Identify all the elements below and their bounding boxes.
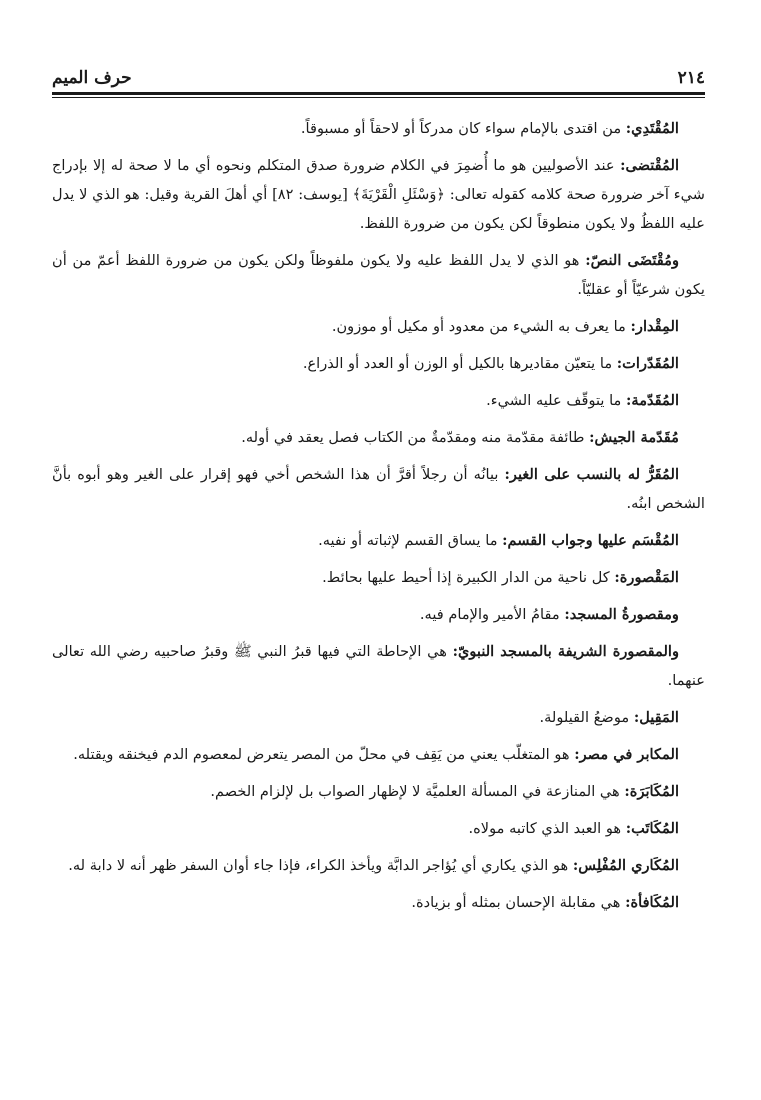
page-number: ٢١٤ [677, 68, 705, 88]
entries-list [52, 114, 705, 917]
entry-term: والمقصورة الشريفة بالمسجد النبويّ: [452, 643, 679, 660]
entry-definition: هي الإحاطة التي فيها قبرُ النبي ﷺ وقبرُ صاحبيه رضي الله تعالى عنهما. [52, 643, 705, 689]
entry-term: المُقْتَدِي: [625, 120, 679, 137]
entry-definition: طائفة مقدّمة منه ومقدّمةٌ من الكتاب فصل يعقد في أوله. [241, 429, 590, 446]
entry-definition: بيانُه أن رجلاً أقرَّ أن هذا الشخص أخي فهو إقرار على الغير وهو أبوه بأنَّ الشخص ابنُه. [52, 466, 705, 512]
dictionary-entry [52, 637, 705, 695]
entry-definition: ما يساق القسم لإثباته أو نفيه. [318, 532, 503, 549]
entry-term: المَقِيل: [633, 709, 679, 726]
dictionary-entry [52, 740, 705, 769]
entry-definition: مقامُ الأمير والإمام فيه. [419, 606, 565, 623]
section-title: حرف الميم [52, 68, 132, 88]
entry-definition: كل ناحية من الدار الكبيرة إذا أحيط عليها بحائط. [322, 569, 615, 586]
dictionary-entry [52, 151, 705, 238]
entry-term: المُكَافأة: [625, 894, 679, 911]
dictionary-entry [52, 703, 705, 732]
dictionary-entry [52, 386, 705, 415]
entry-definition: ما يتعيّن مقاديرها بالكيل أو الوزن أو العدد أو الذراع. [302, 355, 617, 372]
entry-term: المُكَابَرَة: [624, 783, 679, 800]
entry-term: المُقْتضى: [620, 157, 679, 174]
entry-term: المُقَرُّ له بالنسب على الغير: [504, 466, 679, 483]
entry-term: ومقصورةُ المسجد: [564, 606, 679, 623]
entry-term: المُكَاتَب: [625, 820, 679, 837]
entry-definition: هي مقابلة الإحسان بمثله أو بزيادة. [411, 894, 626, 911]
book-page [52, 58, 705, 925]
dictionary-entry [52, 851, 705, 880]
entry-definition: ما يعرف به الشيء من معدود أو مكيل أو موزون. [331, 318, 631, 335]
dictionary-entry [52, 460, 705, 518]
dictionary-entry [52, 777, 705, 806]
entry-term: المُقَدّمة: [625, 392, 679, 409]
running-head [52, 58, 705, 88]
entry-definition: موضعُ القيلولة. [539, 709, 634, 726]
dictionary-entry [52, 114, 705, 143]
entry-term: ومُقْتَضَى النصّ: [585, 252, 679, 269]
entry-term: المُقَدّرات: [616, 355, 679, 372]
entry-definition: هو الذي لا يدل اللفظ عليه ولا يكون ملفوظاً ولكن يكون من ضرورة اللفظ أعمّ من أن يكون شرعيّاً أو عقليّاً. [52, 252, 705, 298]
entry-term: المَقْصورة: [614, 569, 679, 586]
dictionary-entry [52, 423, 705, 452]
entry-definition: من اقتدى بالإمام سواء كان مدركاً أو لاحقاً أو مسبوقاً. [300, 120, 626, 137]
entry-term: المِقْدار: [630, 318, 679, 335]
entry-term: المُكَاري المُفْلِس: [572, 857, 679, 874]
entry-definition: هو المتغلّب يعني من يَقِف في محلّ من المصر يتعرض لمعصوم الدم فيخنقه ويقتله. [73, 746, 575, 763]
entry-term: المُقْسَم عليها وجواب القسم: [502, 532, 679, 549]
dictionary-entry [52, 526, 705, 555]
entry-definition: هي المنازعة في المسألة العلميَّة لا لإظهار الصواب بل لإلزام الخصم. [210, 783, 625, 800]
dictionary-entry [52, 246, 705, 304]
entry-term: مُقَدّمة الجيش: [589, 429, 679, 446]
dictionary-entry [52, 600, 705, 629]
entry-definition: هو العبد الذي كاتبه مولاه. [468, 820, 626, 837]
dictionary-entry [52, 349, 705, 378]
entry-definition: عند الأصوليين هو ما أُضمِرَ في الكلام ضرورة صدق المتكلم ونحوه أي ما لا صحة له إلا بإدراج شيء آخر ضرورة صحة كلامه كقوله تعالى: ﴿وَسْئَلِ الْقَرْيَةَ﴾ [يوسف: ٨٢] أي أهلَ القرية وقيل: هو الذي لا يدل عليه اللفظُ ولا يكون منطوقاً لكن يكون من ضرورة اللفظ. [52, 157, 705, 232]
header-rule [52, 92, 705, 98]
entry-definition: هو الذي يكاري أي يُؤاجر الدابَّة ويأخذ الكراء، فإذا جاء أوان السفر ظهر أنه لا دابة له. [68, 857, 573, 874]
dictionary-entry [52, 563, 705, 592]
dictionary-entry [52, 814, 705, 843]
entry-definition: ما يتوقّف عليه الشيء. [486, 392, 626, 409]
dictionary-entry [52, 312, 705, 341]
dictionary-entry [52, 888, 705, 917]
entry-term: المكابر في مصر: [574, 746, 679, 763]
